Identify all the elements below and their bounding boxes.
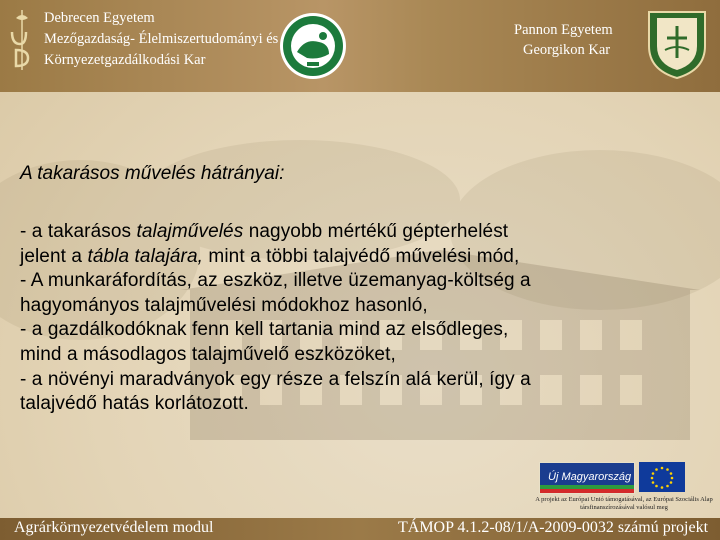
text-segment: - a növényi maradványok egy része a felszín alá kerül, így a — [20, 368, 531, 390]
text-segment: hagyományos talajművelési módokhoz hasonló, — [20, 294, 428, 316]
text-segment: - A munkaráfordítás, az eszköz, illetve üzemanyag-költség a — [20, 270, 531, 292]
pannon-line-2: Georgikon Kar — [523, 42, 611, 58]
debrecen-line-1: Debrecen Egyetem — [44, 10, 155, 26]
university-debrecen-logo — [6, 8, 36, 72]
debrecen-line-3: Környezetgazdálkodási Kar — [44, 52, 206, 68]
footer-band — [0, 518, 720, 540]
body-line — [20, 368, 710, 393]
debrecen-line-2: Mezőgazdaság- Élelmiszertudományi és — [44, 31, 279, 47]
body-line — [20, 392, 710, 417]
body-line — [20, 245, 710, 270]
pannon-university-name — [514, 20, 613, 60]
text-segment: mint a többi talajvédő művelési mód, — [203, 245, 520, 267]
funding-logos — [533, 462, 715, 514]
emphasized-term: talajművelés — [136, 221, 244, 242]
uj-magyarorszag-logo — [539, 462, 635, 494]
slide-title: A takarásos művelés hátrányai: — [20, 163, 285, 184]
uj-magyarorszag-text: Új Magyarország — [548, 471, 632, 483]
eu-flag-icon — [639, 462, 685, 492]
body-line — [20, 343, 710, 368]
project-id: TÁMOP 4.1.2-08/1/A-2009-0032 számú projekt — [398, 519, 709, 536]
funding-note: A projekt az Európai Unió támogatásával, az Európai Szociális Alap társfinanszírozásával valósul meg — [535, 496, 713, 511]
debrecen-university-name — [44, 8, 278, 71]
body-line — [20, 220, 710, 245]
faculty-seal-left — [279, 12, 347, 80]
body-line — [20, 269, 710, 294]
text-segment: talajvédő hatás korlátozott. — [20, 393, 249, 415]
body-line — [20, 318, 710, 343]
pannon-line-1: Pannon Egyetem — [514, 22, 613, 38]
text-segment: jelent a — [20, 245, 88, 267]
text-segment: nagyobb mértékű gépterhelést — [243, 221, 509, 242]
body-line — [20, 294, 710, 319]
text-segment: - a takarásos — [20, 221, 137, 242]
module-name: Agrárkörnyezetvédelem modul — [14, 519, 214, 536]
slide-body-text — [20, 220, 710, 417]
header-band — [0, 0, 720, 92]
text-segment: mind a másodlagos talajművelő eszközöket, — [20, 343, 396, 365]
georgikon-crest — [643, 8, 711, 80]
emphasized-term: tábla talajára, — [87, 245, 204, 267]
text-segment: - a gazdálkodóknak fenn kell tartania mind az elsődleges, — [20, 319, 509, 341]
